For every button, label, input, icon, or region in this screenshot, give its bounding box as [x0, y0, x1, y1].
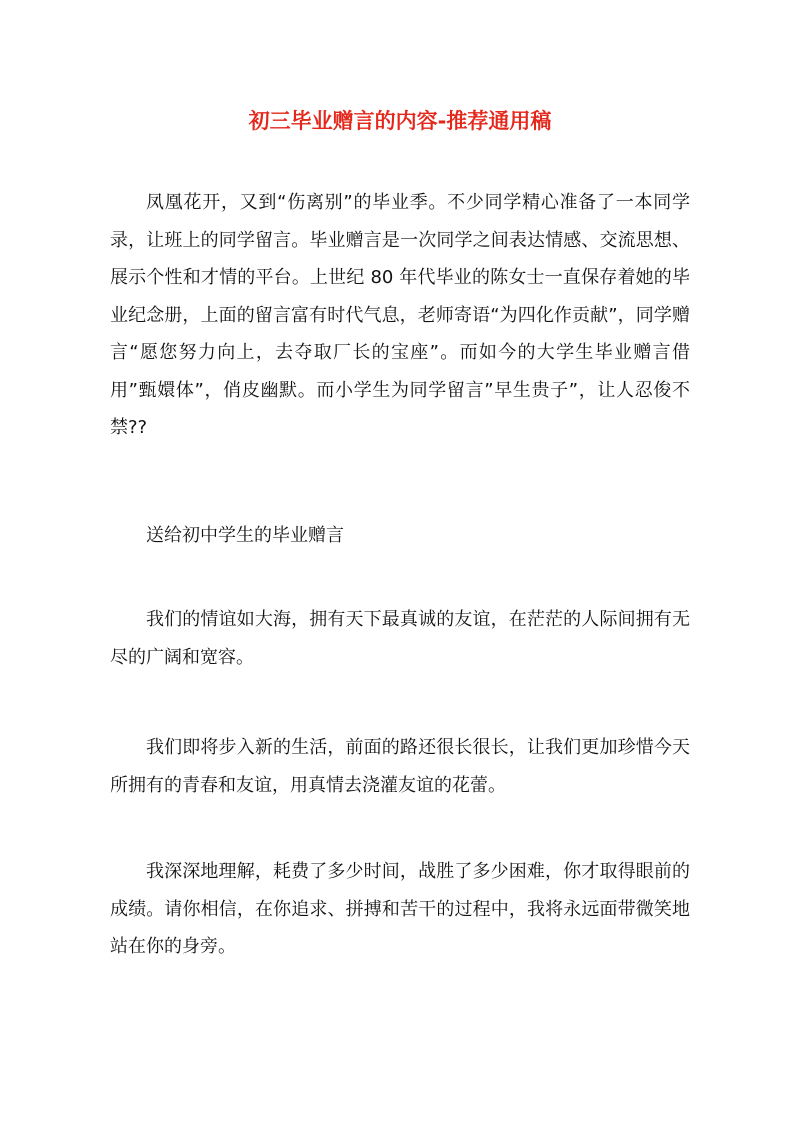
intro-paragraph: 凤凰花开，又到“伤离别”的毕业季。不少同学精心准备了一本同学录，让班上的同学留言。毕业赠言是一次同学之间表达情感、交流思想、展示个性和才情的平台。上世纪 80 年代毕业的陈女士一直保存着她的毕业纪念册，上面的留言富有时代气息，老师寄语“为四化作贡献”，同学赠言“愿您努力向上，去夺取厂长的宝座”。而如今的大学生毕业赠言借用”甄嬛体”，俏皮幽默。而小学生为同学留言”早生贵子”，让人忍俊不禁??	[110, 192, 690, 438]
document-title: 初三毕业赠言的内容-推荐通用稿	[248, 109, 552, 133]
message-paragraph-1: 我们的情谊如大海，拥有天下最真诚的友谊，在茫茫的人际间拥有无尽的广阔和宽容。	[110, 609, 690, 668]
message-paragraph-3: 我深深地理解，耗费了多少时间，战胜了多少困难，你才取得眼前的成绩。请你相信，在你追求、拼搏和苦干的过程中，我将永远面带微笑地站在你的身旁。	[110, 861, 690, 957]
section-heading: 送给初中学生的毕业赠言	[146, 525, 344, 546]
message-paragraph-2: 我们即将步入新的生活，前面的路还很长很长，让我们更加珍惜今天所拥有的青春和友谊，用真情去浇灌友谊的花蕾。	[110, 737, 690, 796]
